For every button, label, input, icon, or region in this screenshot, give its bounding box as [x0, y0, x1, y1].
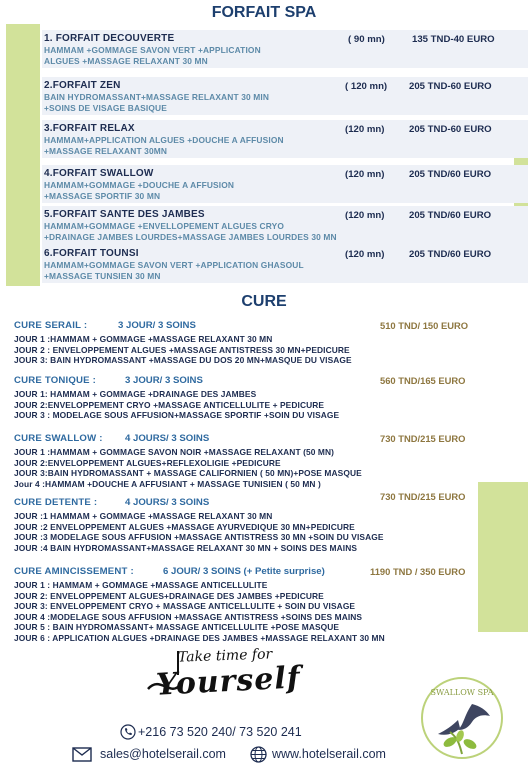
cure-days: 4 JOURS/ 3 SOINS — [125, 433, 210, 444]
forfait-name: 2.FORFAIT ZEN — [44, 80, 121, 91]
cure-day-line: JOUR 6 : APPLICATION ALGUES +DRAINAGE DES JAMBES +MASSAGE RELAXANT 30 MN — [14, 632, 385, 643]
globe-icon — [250, 746, 267, 763]
cure-days: 4 JOURS/ 3 SOINS — [125, 497, 210, 508]
forfait-duration: (120 mn) — [345, 249, 385, 260]
cure-days: 3 JOUR/ 3 SOINS — [125, 375, 203, 386]
website-link[interactable]: www.hotelserail.com — [272, 747, 386, 761]
cure-day-line: JOUR 1 :HAMMAM + GOMMAGE SAVON NOIR +MASSAGE RELAXANT (50 MN) — [14, 447, 335, 457]
forfait-duration: ( 120 mn) — [345, 81, 388, 92]
forfait-price: 205 TND/60 EURO — [409, 249, 492, 260]
forfait-description-line: +MASSAGE SPORTIF 30 MN — [44, 191, 161, 201]
tagline-bottom: Yourself — [155, 660, 302, 703]
forfait-name: 4.FORFAIT SWALLOW — [44, 168, 154, 179]
cure-day-line: JOUR 3 : MODELAGE SOUS AFFUSION+MASSAGE SPORTIF +SOIN DU VISAGE — [14, 410, 340, 420]
email-link[interactable]: sales@hotelserail.com — [100, 747, 226, 761]
cure-price: 730 TND/215 EURO — [380, 491, 466, 502]
cure-day-line: JOUR 3: BAIN HYDROMASSANT +MASSAGE DU DOS 20 MN+MASQUE DU VISAGE — [14, 355, 352, 365]
forfait-description-line: HAMMAM+APPLICATION ALGUES +DOUCHE A AFFUSION — [44, 135, 284, 145]
cure-days: 3 JOUR/ 3 SOINS — [118, 320, 196, 331]
swallow-spa-logo — [420, 676, 504, 760]
cure-price: 730 TND/215 EURO — [380, 433, 466, 444]
cure-name: CURE SWALLOW : — [14, 433, 103, 444]
forfait-description-line: +SOINS DE VISAGE BASIQUE — [44, 103, 167, 113]
logo-text: SWALLOW SPA — [430, 688, 494, 697]
cure-name: CURE DETENTE : — [14, 497, 98, 508]
green-accent-left — [6, 24, 40, 286]
forfait-description-line: ALGUES +MASSAGE RELAXANT 30 MN — [44, 56, 208, 66]
forfait-price: 205 TND-60 EURO — [409, 81, 492, 92]
cure-day-line: JOUR 2:ENVELOPPEMENT CRYO +MASSAGE ANTICELLULITE + PEDICURE — [14, 399, 325, 410]
phone-icon — [120, 724, 136, 740]
forfait-title: FORFAIT SPA — [211, 4, 317, 21]
cure-day-line: JOUR :2 ENVELOPPEMENT ALGUES +MASSAGE AYURVEDIQUE 30 MN+PEDICURE — [14, 521, 355, 532]
cure-day-line: JOUR :1 HAMMAM + GOMMAGE +MASSAGE RELAXANT 30 MN — [14, 511, 273, 521]
cure-days: 6 JOUR/ 3 SOINS (+ Petite surprise) — [163, 566, 325, 577]
forfait-duration: (120 mn) — [345, 124, 385, 135]
cure-day-line: JOUR 2:ENVELOPPEMENT ALGUES+REFLEXOLIGIE +PEDICURE — [14, 457, 281, 468]
cure-day-line: JOUR 1 : HAMMAM + GOMMAGE +MASSAGE ANTICELLULITE — [14, 580, 268, 590]
forfait-name: 3.FORFAIT RELAX — [44, 123, 135, 134]
forfait-duration: (120 mn) — [345, 169, 385, 180]
forfait-description-line: HAMMAM +GOMMAGE SAVON VERT +APPLICATION — [44, 45, 261, 55]
tagline-top: Take time for — [177, 646, 273, 666]
mail-icon — [72, 747, 92, 762]
cure-price: 510 TND/ 150 EURO — [380, 320, 469, 331]
forfait-description-line: BAIN HYDROMASSANT+MASSAGE RELAXANT 30 MIN — [44, 92, 270, 102]
cure-day-line: JOUR 2: ENVELOPPEMENT ALGUES+DRAINAGE DES JAMBES +PEDICURE — [14, 590, 324, 601]
green-accent-right-bottom — [478, 482, 528, 632]
cure-name: CURE SERAIL : — [14, 320, 88, 331]
forfait-name: 5.FORFAIT SANTE DES JAMBES — [44, 209, 205, 220]
cure-day-line: JOUR :3 MODELAGE SOUS AFFUSION +MASSAGE ANTISTRESS 30 MN +SOIN DU VISAGE — [14, 532, 384, 542]
forfait-description-line: HAMMAM+GOMMAGE +ENVELLOPEMENT ALGUES CRYO — [44, 221, 285, 231]
forfait-description-line: +DRAINAGE JAMBES LOURDES+MASSAGE JAMBES LOURDES 30 MN — [44, 232, 337, 242]
cure-price: 560 TND/165 EURO — [380, 375, 466, 386]
forfait-price: 135 TND-40 EURO — [412, 34, 495, 45]
cure-day-line: JOUR :4 BAIN HYDROMASSANT+MASSAGE RELAXANT 30 MN + SOINS DES MAINS — [14, 542, 358, 553]
forfait-name: 1. FORFAIT DECOUVERTE — [44, 33, 175, 44]
forfait-description-line: +MASSAGE TUNSIEN 30 MN — [44, 271, 161, 281]
cure-name: CURE AMINCISSEMENT : — [14, 566, 134, 577]
forfait-price: 205 TND/60 EURO — [409, 169, 492, 180]
cure-price: 1190 TND / 350 EURO — [370, 566, 466, 577]
cure-name: CURE TONIQUE : — [14, 375, 97, 386]
cure-title: CURE — [241, 293, 287, 310]
cure-day-line: JOUR 3: ENVELOPPEMENT CRYO + MASSAGE ANTICELLULITE + SOIN DU VISAGE — [14, 601, 356, 611]
cure-day-line: Jour 4 :HAMMAM +DOUCHE A AFFUSIANT + MASSAGE TUNISIEN ( 50 MN ) — [14, 478, 321, 489]
forfait-price: 205 TND/60 EURO — [409, 210, 492, 221]
phone-number: +216 73 520 240/ 73 520 241 — [138, 725, 302, 739]
forfait-price: 205 TND-60 EURO — [409, 124, 492, 135]
forfait-description-line: HAMMAM+GOMMAGE SAVON VERT +APPLICATION GHASOUL — [44, 260, 304, 270]
cure-day-line: JOUR 5 : BAIN HYDROMASSANT+ MASSAGE ANTICELLULITE +POSE MASQUE — [14, 622, 340, 632]
cure-day-line: JOUR 1 :HAMMAM + GOMMAGE +MASSAGE RELAXANT 30 MN — [14, 334, 273, 344]
cure-day-line: JOUR 4 :MODELAGE SOUS AFFUSION +MASSAGE ANTISTRESS +SOINS DES MAINS — [14, 611, 363, 622]
cure-day-line: JOUR 1: HAMMAM + GOMMAGE +DRAINAGE DES JAMBES — [14, 389, 257, 399]
forfait-name: 6.FORFAIT TOUNSI — [44, 248, 139, 259]
forfait-description-line: +MASSAGE RELAXANT 30MN — [44, 146, 168, 156]
cure-day-line: JOUR 3:BAIN HYDROMASSANT + MASSAGE CALIFORNIEN ( 50 MN)+POSE MASQUE — [14, 468, 362, 478]
forfait-duration: ( 90 mn) — [348, 34, 385, 45]
forfait-description-line: HAMMAM+GOMMAGE +DOUCHE A AFFUSION — [44, 180, 235, 190]
forfait-duration: (120 mn) — [345, 210, 385, 221]
cure-day-line: JOUR 2 : ENVELOPPEMENT ALGUES +MASSAGE ANTISTRESS 30 MN+PEDICURE — [14, 344, 350, 355]
